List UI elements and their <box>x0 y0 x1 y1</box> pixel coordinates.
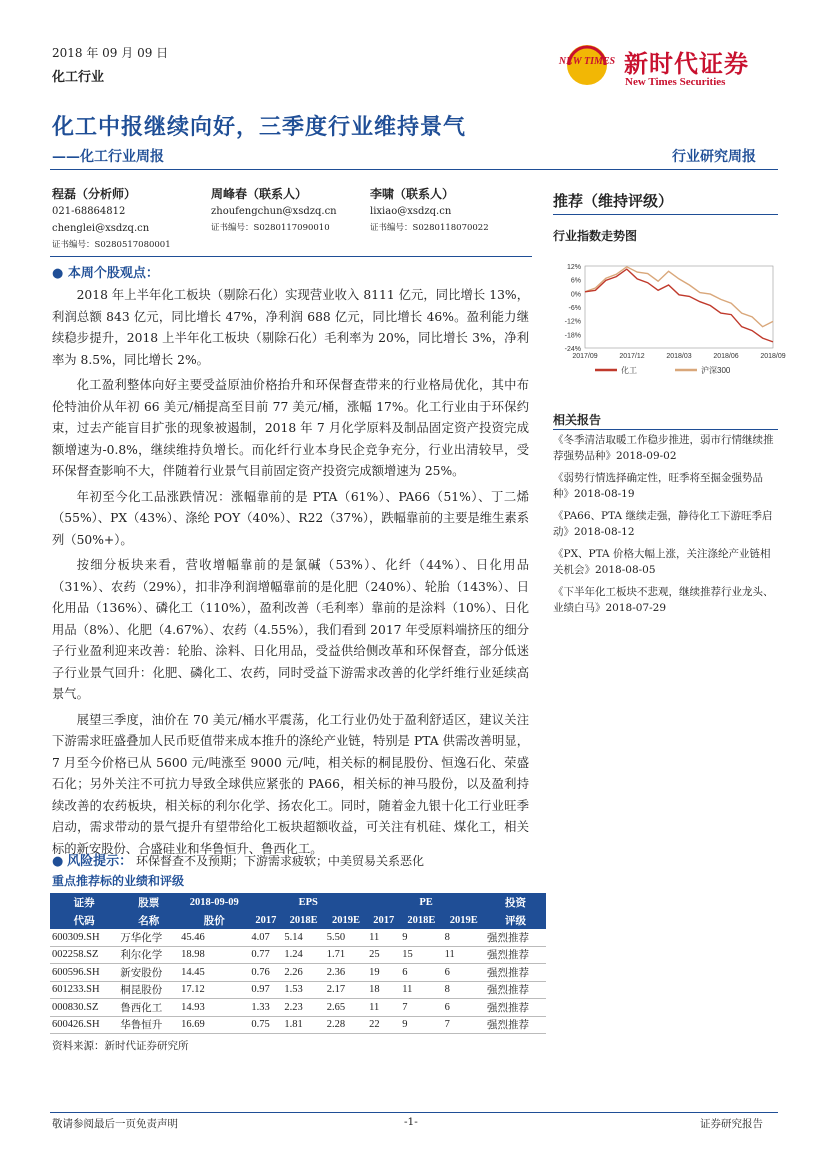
y-tick-label: -18% <box>564 332 581 340</box>
legend-label: 沪深300 <box>701 366 731 375</box>
related-report-3[interactable]: 《PA66、PTA 继续走强，静待化工下游旺季启动》2018-08-12 <box>553 510 773 538</box>
table-cell: 1.53 <box>284 984 303 996</box>
section-heading <box>52 262 159 281</box>
table-cell: 6 <box>402 966 408 978</box>
table-cell: 600309.SH <box>52 931 100 943</box>
table-cell: 0.77 <box>251 949 270 961</box>
table-cell: 6 <box>444 1001 450 1013</box>
table-row <box>50 946 546 964</box>
analyst-name: 程磊（分析师） <box>52 187 137 201</box>
table-cell: 22 <box>369 1019 380 1031</box>
legend-label: 化工 <box>621 366 637 375</box>
table-cell: 18 <box>369 984 380 996</box>
x-tick-label: 2018/09 <box>760 353 786 360</box>
index-trend-chart <box>553 258 786 386</box>
table-cell: 18.98 <box>181 949 205 961</box>
table-cell: 9 <box>402 1019 408 1031</box>
table-source: 资料来源：新时代证券研究所 <box>52 1040 189 1052</box>
th-name: 股票 <box>118 893 179 911</box>
analyst-cert: 证书编号：S0280118070022 <box>370 223 489 233</box>
table-cell: 鲁西化工 <box>120 1002 163 1014</box>
table-cell: 25 <box>369 949 380 961</box>
paragraph-5: 展望三季度，油价在 70 美元/桶水平震荡，化工行业仍处于盈利舒适区，建议关注下游需求旺盛叠加人民币贬值带来成本推升的涤纶产业链，特别是 PTA 供需改善明显，7 月至今价格已从 5600 元/吨涨至 9000 元/吨，相关标的桐昆股份、恒逸石化、荣盛石化；另外关注不可抗力导致全球供应紧张的 PA66，相关标的神马股份，以及盈利持续改善的农药板块，相关标的利尔化学、扬农化工。同时，随着金九银十化工行业旺季启动，需求带动的景气提升有望带给化工板块超额收益，可关注有机硅、煤化工，相关标的新安股份、合盛硅业和华鲁恒升、鲁西化工。 <box>52 712 529 856</box>
th-eps-2018e: 2018E <box>282 911 324 929</box>
table-cell: 新安股份 <box>120 967 163 979</box>
th-price: 股价 <box>179 911 249 929</box>
table-cell: 002258.SZ <box>52 949 99 961</box>
y-tick-label: -24% <box>564 346 581 353</box>
table-cell: 2.28 <box>326 1019 346 1031</box>
logo-chinese: 新时代证券 <box>624 49 749 78</box>
series-line-hs300 <box>585 267 773 327</box>
table-cell: 11 <box>369 1001 380 1013</box>
y-tick-label: 0% <box>570 291 581 299</box>
analyst-1 <box>52 186 171 254</box>
table-cell: 强烈推荐 <box>487 985 529 997</box>
related-reports-title: 相关报告 <box>553 413 602 427</box>
table-cell: 强烈推荐 <box>487 950 529 962</box>
y-tick-label: -12% <box>564 318 581 326</box>
paragraph-1: 2018 年上半年化工板块（剔除石化）实现营业收入 8111 亿元，同比增长 13%，利润总额 843 亿元，同比增长 47%，净利润 688 亿元，同比增长 46%。盈利能力继续稳步提升，2018 上半年化工板块（剔除石化）毛利率为 20%，同比增长 3%，净利率为 8.5%，同比增长 2%。 <box>52 288 529 367</box>
logo-mark-icon <box>557 42 619 88</box>
analyst-2 <box>211 186 337 237</box>
table-cell: 4.07 <box>251 931 270 943</box>
table-cell: 5.14 <box>284 931 303 943</box>
analyst-3 <box>370 186 489 237</box>
table-cell: 强烈推荐 <box>487 1020 529 1032</box>
risk-label: 风险提示： <box>67 854 133 869</box>
table-row <box>50 929 546 946</box>
th-eps: EPS <box>249 893 367 911</box>
table-cell: 600426.SH <box>52 1019 100 1031</box>
table-cell: 11 <box>402 984 413 996</box>
chart-title: 行业指数走势图 <box>553 229 638 243</box>
table-cell: 600596.SH <box>52 966 100 978</box>
page-subtitle: ——化工行业周报 <box>52 149 164 165</box>
table-row <box>50 999 546 1017</box>
paragraph-3: 年初至今化工品涨跌情况：涨幅靠前的是 PTA（61%）、PA66（51%）、丁二烯（55%）、PX（43%）、涤纶 POY（40%）、R22（37%），跌幅靠前的主要是维生素系列（50%+）。 <box>52 489 529 547</box>
rating-title: 推荐（维持评级） <box>553 192 674 210</box>
analyst-cert: 证书编号：S0280117090010 <box>211 223 330 233</box>
th-name-2: 名称 <box>118 911 179 929</box>
report-type: 行业研究周报 <box>672 149 756 165</box>
table-cell: 2.26 <box>284 966 303 978</box>
table-row <box>50 1016 546 1034</box>
table-cell: 7 <box>402 1001 408 1013</box>
table-cell: 强烈推荐 <box>487 1002 529 1014</box>
table-cell: 14.45 <box>181 966 205 978</box>
footer-divider <box>50 1112 778 1113</box>
related-report-2[interactable]: 《弱势行情选择确定性，旺季将至掘金强势品种》2018-08-19 <box>553 472 763 500</box>
x-tick-label: 2017/09 <box>572 353 598 360</box>
y-tick-label: 12% <box>566 264 581 271</box>
table-cell: 7 <box>444 1019 450 1031</box>
reports-divider <box>553 429 778 430</box>
th-code-2: 代码 <box>50 911 118 929</box>
table-cell: 000830.SZ <box>52 1001 99 1013</box>
table-cell: 11 <box>369 931 380 943</box>
x-tick-label: 2018/06 <box>713 353 739 360</box>
th-pe-2019e: 2019E <box>443 911 485 929</box>
section-title: 本周个股观点： <box>67 266 159 281</box>
table-cell: 601233.SH <box>52 984 100 996</box>
table-title: 重点推荐标的业绩和评级 <box>52 874 185 888</box>
x-tick-label: 2017/12 <box>619 353 645 360</box>
analyst-divider <box>50 256 532 257</box>
table-row <box>50 964 546 982</box>
table-cell: 1.33 <box>251 1001 270 1013</box>
risk-warning <box>52 850 424 869</box>
bullet-icon: ● <box>52 854 64 869</box>
x-tick-label: 2018/03 <box>666 353 692 360</box>
table-cell: 5.50 <box>326 931 346 943</box>
table-cell: 桐昆股份 <box>120 985 163 997</box>
table-cell: 0.75 <box>251 1019 270 1031</box>
body-text <box>52 285 529 864</box>
table-cell: 8 <box>444 984 450 996</box>
table-cell: 0.76 <box>251 966 270 978</box>
table-cell: 11 <box>444 949 455 961</box>
th-pe: PE <box>367 893 485 911</box>
paragraph-4: 按细分板块来看，营收增幅靠前的是氯碱（53%）、化纤（44%）、日化用品（31%）、农药（29%），扣非净利润增幅靠前的是化肥（240%）、轮胎（143%）、日化用品（136%）、磷化工（110%），盈利改善（毛利率）靠前的是涂料（10%）、日化用品（8%）、化肥（4.67%）、农药（4.55%），我们看到 2017 年受原料端挤压的细分子行业盈利迎来改善：轮胎、涂料、日化用品，受益供给侧改革和环保督查，部分低迷子行业景气回升：化肥、磷化工、农药，同时受益下游需求改善的化学纤维行业延续高景气。 <box>52 558 529 701</box>
analyst-cert: 证书编号：S0280517080001 <box>52 240 171 250</box>
logo-mark-text-1: NEW TIMES <box>558 56 616 67</box>
footer-report-type: 证券研究报告 <box>700 1118 763 1130</box>
header-divider <box>50 169 778 170</box>
th-rating-2: 评级 <box>485 911 546 929</box>
analyst-name: 周峰春（联系人） <box>211 187 308 201</box>
th-eps-2017: 2017 <box>249 911 282 929</box>
y-tick-label: -6% <box>568 305 581 312</box>
table-cell: 华鲁恒升 <box>120 1020 163 1032</box>
logo-english: New Times Securities <box>625 76 726 88</box>
footer-page-number: -1- <box>404 1116 418 1128</box>
th-eps-2019e: 2019E <box>325 911 367 929</box>
related-report-5[interactable]: 《下半年化工板块不悲观，继续推荐行业龙头、业绩白马》2018-07-29 <box>553 586 774 614</box>
table-cell: 1.71 <box>326 949 346 961</box>
page-title: 化工中报继续向好，三季度行业维持景气 <box>52 114 467 140</box>
table-cell: 15 <box>402 949 413 961</box>
paragraph-2: 化工盈利整体向好主要受益原油价格抬升和环保督查带来的行业格局优化，其中布伦特油价从年初 66 美元/桶提高至目前 77 美元/桶，涨幅 17%。化工行业由于环保约束，过去产能盲目扩张的现象被遏制，2018 年 7 月化学原料及制品固定资产投资完成额增速为-0.8%，继续维持负增长。而化纤行业本身民企竞争充分，行业出清较早，受环保督查影响不大，伴随着行业景气目前固定资产投资完成额增速为 25%。 <box>52 378 529 478</box>
th-code: 证券 <box>50 893 118 911</box>
analyst-name: 李啸（联系人） <box>370 187 455 201</box>
table-cell: 万华化学 <box>120 932 163 944</box>
table-cell: 强烈推荐 <box>487 932 529 944</box>
report-date: 2018 年 09 月 09 日 <box>52 46 169 60</box>
table-cell: 利尔化学 <box>120 950 163 962</box>
table-cell: 19 <box>369 966 380 978</box>
table-cell: 6 <box>444 966 450 978</box>
table-cell: 2.36 <box>326 966 346 978</box>
table-cell: 16.69 <box>181 1019 205 1031</box>
risk-text: 环保督查不及预期；下游需求疲软；中美贸易关系恶化 <box>136 854 425 868</box>
table-cell: 14.93 <box>181 1001 205 1013</box>
footer-disclaimer: 敬请参阅最后一页免责声明 <box>52 1118 178 1130</box>
analyst-email[interactable]: lixiao@xsdzq.cn <box>370 206 452 217</box>
th-date: 2018-09-09 <box>179 893 249 911</box>
table-cell: 1.24 <box>284 949 303 961</box>
analyst-email[interactable]: chenglei@xsdzq.cn <box>52 223 150 234</box>
industry-label: 化工行业 <box>52 70 105 85</box>
table-cell: 2.23 <box>284 1001 303 1013</box>
rating-divider <box>553 214 778 215</box>
bullet-icon: ● <box>52 266 64 281</box>
table-cell: 0.97 <box>251 984 270 996</box>
related-report-4[interactable]: 《PX、PTA 价格大幅上涨，关注涤纶产业链相关机会》2018-08-05 <box>553 548 771 576</box>
table-row <box>50 981 546 999</box>
table-cell: 45.46 <box>181 931 205 943</box>
th-pe-2017: 2017 <box>367 911 400 929</box>
analyst-phone: 021-68864812 <box>52 206 126 217</box>
related-report-1[interactable]: 《冬季清洁取暖工作稳步推进，弱市行情继续推荐强势品种》2018-09-02 <box>553 434 774 462</box>
table-cell: 9 <box>402 931 408 943</box>
stock-table <box>50 893 546 1034</box>
table-cell: 强烈推荐 <box>487 967 529 979</box>
table-cell: 2.17 <box>326 984 346 996</box>
analyst-email[interactable]: zhoufengchun@xsdzq.cn <box>211 206 337 217</box>
th-rating: 投资 <box>485 893 546 911</box>
series-line-chem <box>585 269 773 342</box>
table-cell: 1.81 <box>284 1019 303 1031</box>
table-cell: 2.65 <box>326 1001 346 1013</box>
table-cell: 17.12 <box>181 984 205 996</box>
table-cell: 8 <box>444 931 450 943</box>
th-pe-2018e: 2018E <box>400 911 442 929</box>
y-tick-label: 6% <box>570 277 581 285</box>
